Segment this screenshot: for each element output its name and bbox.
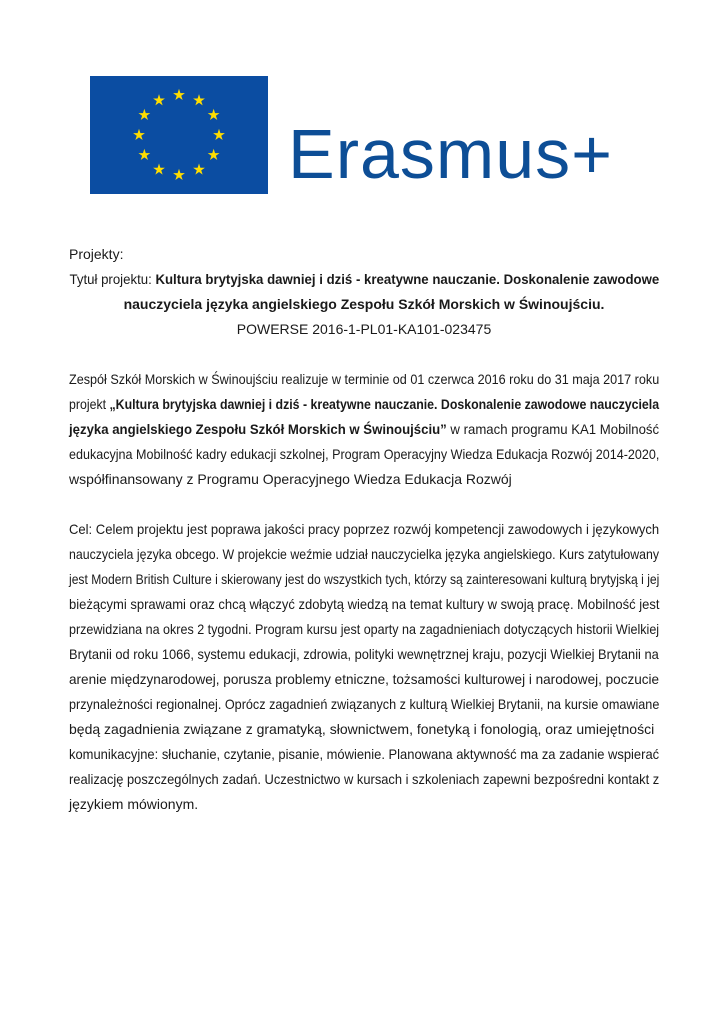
line-fit-wrapper: realizację poszczególnych zadań. Uczestnictwo w kursach i szkoleniach zapewni bezpośredni kontakt z bbox=[69, 771, 660, 787]
line-fit-wrapper: będą zagadnienia związane z gramatyką, słownictwem, fonetyką i fonologią, oraz umiejętności bbox=[69, 721, 655, 737]
goal-line bbox=[69, 717, 659, 742]
line-fit-wrapper: Zespół Szkół Morskich w Świnoujściu realizuje w terminie od 01 czerwca 2016 roku do 31 maja 2017 roku bbox=[69, 371, 660, 387]
line-fit-wrapper: Brytanii od roku 1066, systemu edukacji, zdrowia, polityki wewnętrznej kraju, pozycji Wielkiej Brytanii na bbox=[69, 646, 659, 662]
intro-line-3-bold: języka angielskiego Zespołu Szkół Morskich w Świnoujściu” bbox=[69, 421, 447, 437]
line-fit-wrapper: POWERSE 2016-1-PL01-KA101-023475 bbox=[236, 321, 492, 337]
line-fit-wrapper: Cel: Celem projektu jest poprawa jakości pracy poprzez rozwój kompetencji zawodowych i językowych bbox=[69, 521, 660, 537]
project-code bbox=[69, 317, 659, 342]
goal-line bbox=[69, 567, 659, 592]
intro-line-5 bbox=[69, 467, 659, 492]
line-fit-wrapper: nauczyciela języka obcego. W projekcie weźmie udział nauczycielka języka angielskiego. Kurs zatytułowany bbox=[69, 546, 660, 562]
erasmus-logo bbox=[90, 76, 690, 196]
line-fit-wrapper bbox=[69, 267, 659, 292]
paragraph-goal bbox=[69, 517, 659, 817]
intro-line-3 bbox=[69, 417, 659, 442]
line-fit-wrapper: edukacyjna Mobilność kadry edukacji szkolnej, Program Operacyjny Wiedza Edukacja Rozwój 2014-2020, bbox=[69, 446, 660, 462]
line-fit-wrapper: Projekty: bbox=[69, 246, 124, 262]
goal-line bbox=[69, 642, 659, 667]
goal-line bbox=[69, 792, 659, 817]
erasmus-wordmark: Erasmus+ bbox=[288, 115, 614, 193]
intro-line-1 bbox=[69, 367, 659, 392]
title-bold-2: nauczyciela języka angielskiego Zespołu Szkół Morskich w Świnoujściu. bbox=[123, 296, 605, 312]
paragraph-intro bbox=[69, 367, 659, 492]
line-fit-wrapper: bieżącymi sprawami oraz chcą włączyć zdobytą wiedzą na temat kultury w swoją pracę. Mobilność jest bbox=[69, 596, 660, 612]
goal-line bbox=[69, 667, 659, 692]
goal-line bbox=[69, 692, 659, 717]
line-fit-wrapper: językiem mówionym. bbox=[69, 796, 199, 812]
line-fit-wrapper: komunikacyjne: słuchanie, czytanie, pisanie, mówienie. Planowana aktywność ma za zadanie wspierać bbox=[69, 746, 660, 762]
goal-line bbox=[69, 517, 659, 542]
line-fit-wrapper bbox=[124, 292, 605, 317]
eu-flag-icon bbox=[90, 76, 268, 194]
goal-line bbox=[69, 742, 659, 767]
title-bold-1: Kultura brytyjska dawniej i dziś - kreatywne nauczanie. Doskonalenie zawodowe bbox=[154, 271, 659, 287]
projects-label bbox=[69, 242, 659, 267]
document-body bbox=[69, 242, 659, 817]
intro-line-2-prefix: projekt bbox=[69, 396, 110, 412]
intro-line-2 bbox=[69, 392, 659, 417]
goal-line bbox=[69, 542, 659, 567]
intro-line-3-rest: w ramach programu KA1 Mobilność bbox=[446, 421, 660, 437]
project-title-line2 bbox=[69, 292, 659, 317]
title-prefix: Tytuł projektu: bbox=[68, 271, 155, 287]
goal-line bbox=[69, 767, 659, 792]
line-fit-wrapper: przynależności regionalnej. Oprócz zagadnień związanych z kulturą Wielkiej Brytanii, na kursie omawiane bbox=[69, 696, 660, 712]
goal-line bbox=[69, 617, 659, 642]
goal-line bbox=[69, 592, 659, 617]
line-fit-wrapper: arenie międzynarodowej, porusza problemy etniczne, tożsamości kulturowej i narodowej, poczucie bbox=[69, 671, 660, 687]
project-title-line1 bbox=[69, 267, 659, 292]
line-fit-wrapper: jest Modern British Culture i skierowany jest do wszystkich tych, którzy są zainteresowani kulturą brytyjską i jej bbox=[69, 571, 660, 587]
line-fit-wrapper: przewidziana na okres 2 tygodni. Program kursu jest oparty na zagadnieniach dotyczących historii Wielkiej bbox=[69, 621, 660, 637]
line-fit-wrapper: współfinansowany z Programu Operacyjnego Wiedza Edukacja Rozwój bbox=[69, 471, 512, 487]
intro-line-4 bbox=[69, 442, 659, 467]
intro-line-2-bold: „Kultura brytyjska dawniej i dziś - kreatywne nauczanie. Doskonalenie zawodowe nauczyciela bbox=[109, 396, 660, 412]
line-fit-wrapper bbox=[69, 392, 659, 417]
line-fit-wrapper bbox=[69, 417, 659, 442]
eu-flag-stars bbox=[90, 76, 268, 194]
